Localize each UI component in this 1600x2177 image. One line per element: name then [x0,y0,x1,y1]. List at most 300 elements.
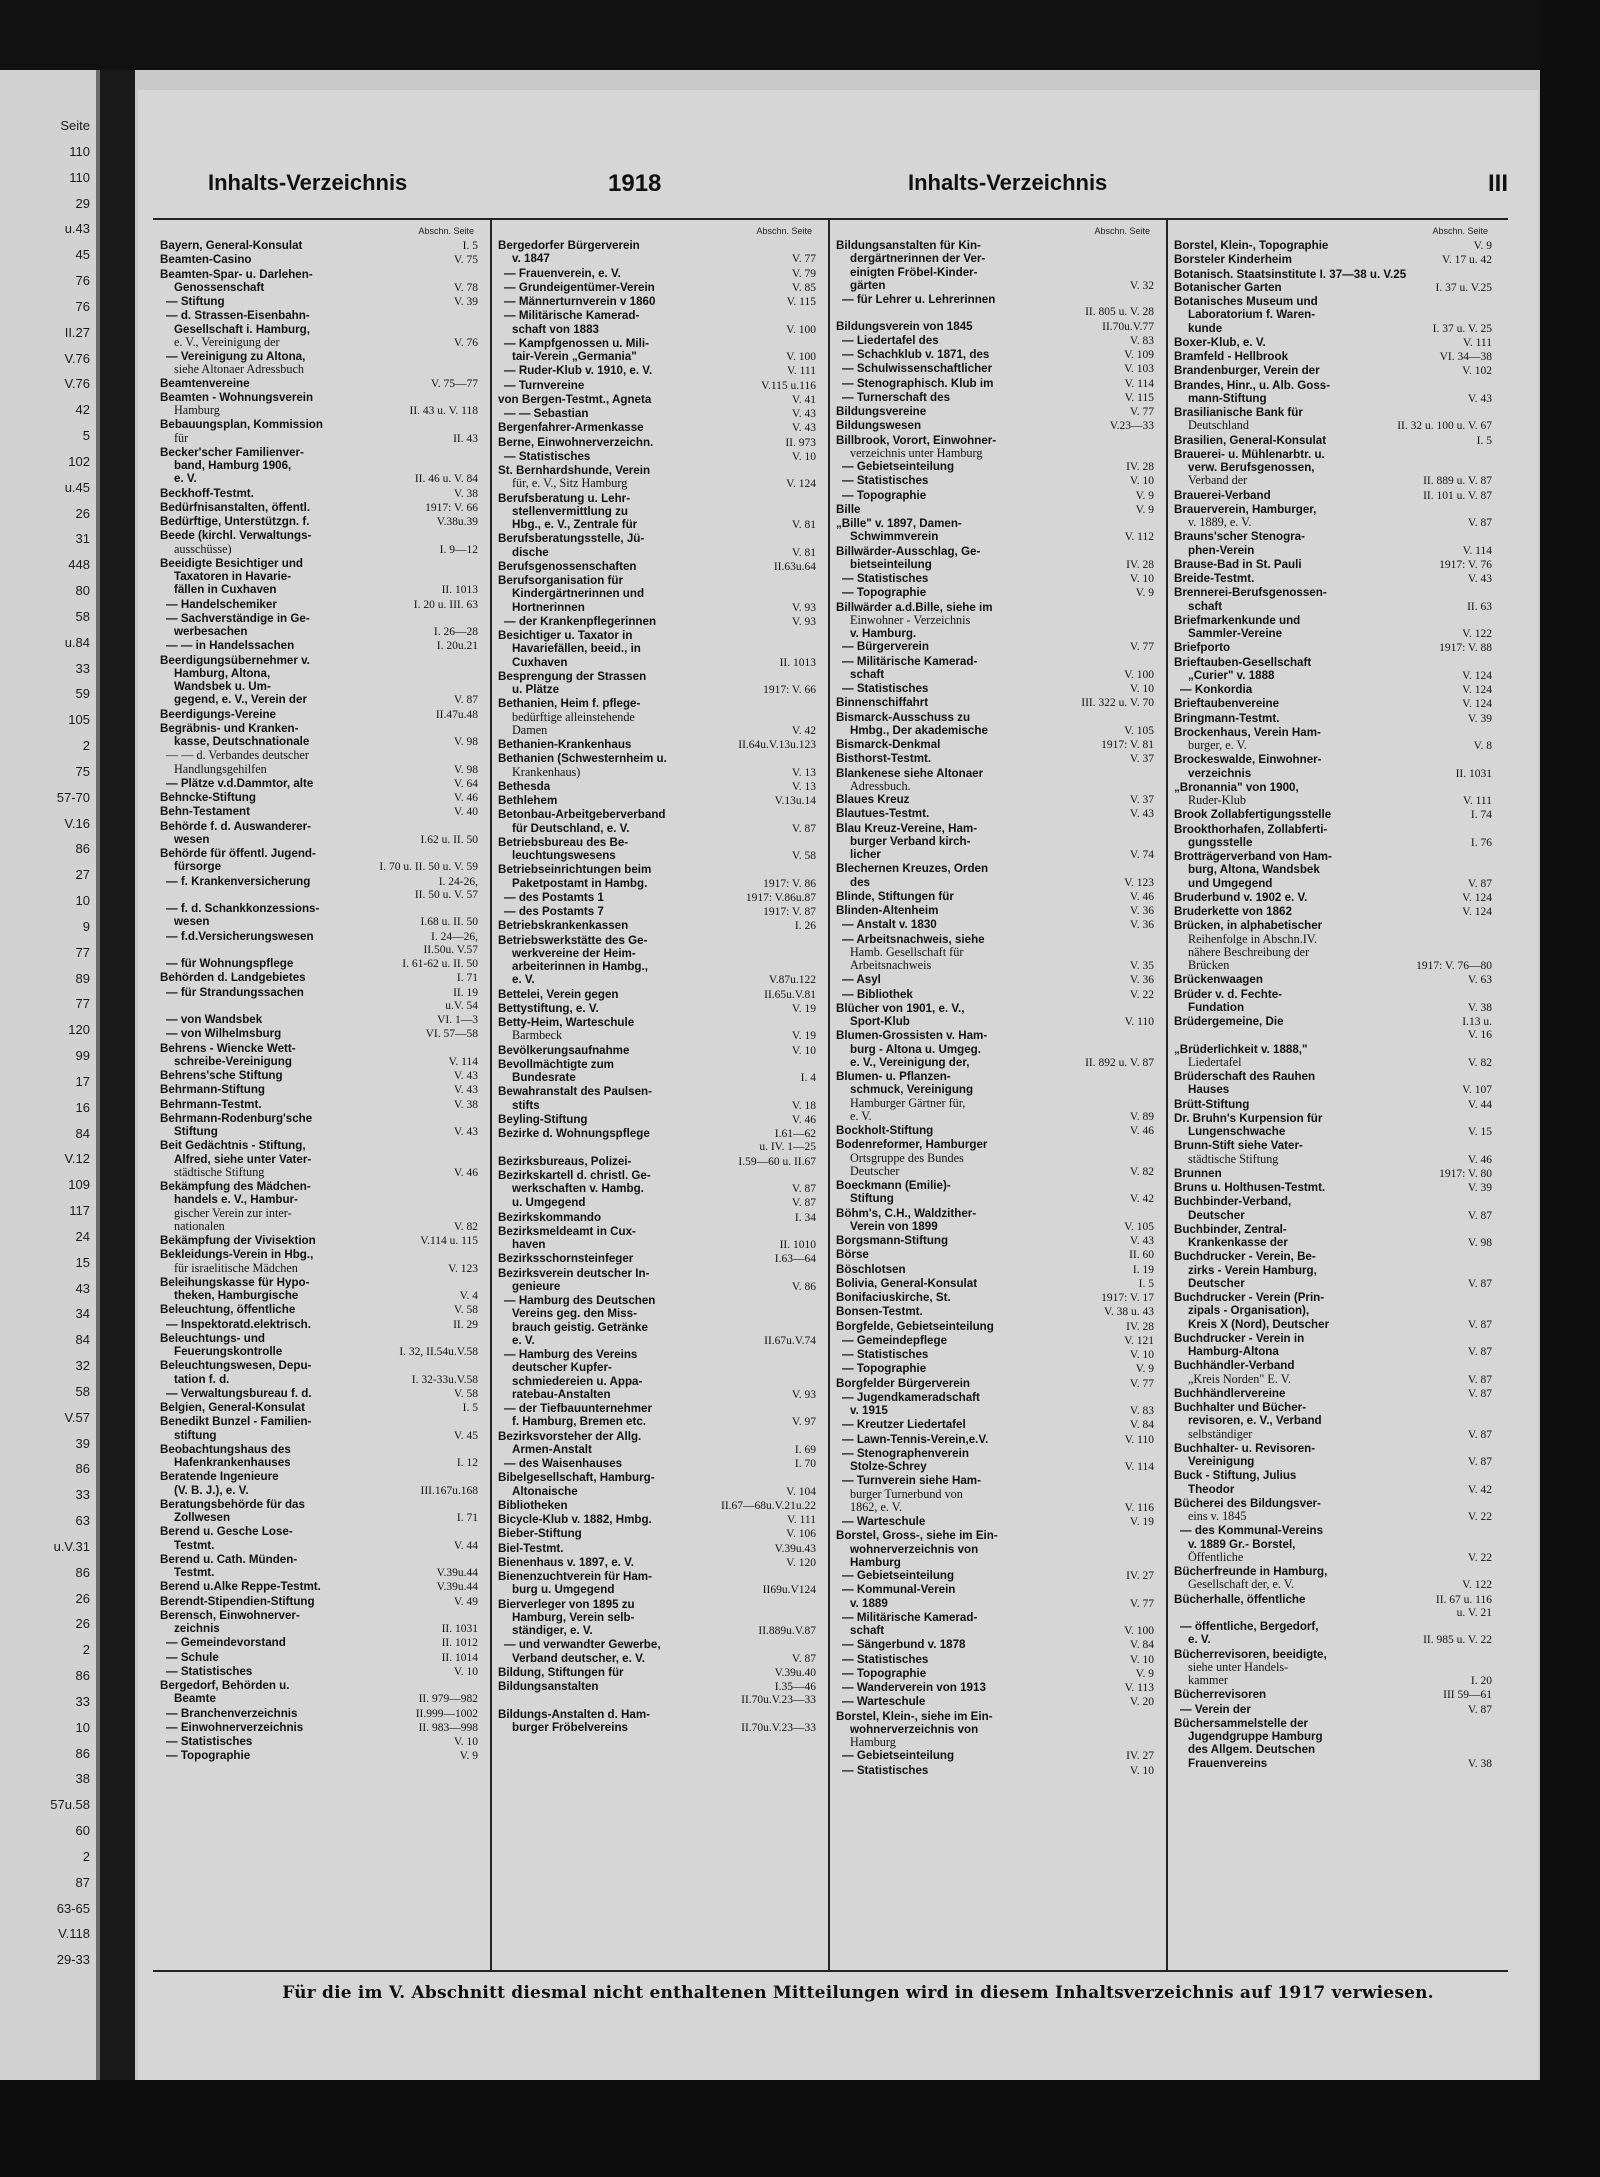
entry-name: Bienenhaus v. 1897, e. V. [498,1555,634,1569]
entry-name: (V. B. J.), e. V. [174,1483,249,1497]
index-entry [1174,281,1492,295]
entry-name: für, e. V., Sitz Hamburg [512,477,628,491]
index-entry [160,1220,478,1234]
index-entry [160,1083,478,1097]
index-entry [1174,406,1492,419]
index-entry [836,1165,1154,1179]
index-entry [498,683,816,697]
index-entry [836,1192,1154,1206]
index-entry [836,545,1154,558]
index-entry [160,323,478,336]
index-entry [1174,558,1492,572]
index-entry [1174,1442,1492,1455]
entry-name: Bieber-Stiftung [498,1527,582,1541]
entry-name: Bergenfahrer-Armenkasse [498,421,644,435]
entry-name: Dr. Bruhn's Kurpension für [1174,1111,1323,1125]
entry-name: Blau Kreuz-Vereine, Ham- [836,821,978,835]
index-entry [836,1736,1154,1749]
entry-name: Brasilien, General-Konsulat [1174,433,1327,447]
left-page-line: 26 [75,505,90,521]
index-entry [1174,1578,1492,1592]
index-entry [836,738,1154,752]
entry-name: Betriebsbureau des Be- [498,835,629,849]
entry-name: Bezirksmeldeamt in Cux- [498,1224,636,1238]
entry-name: „Curier" v. 1888 [1188,668,1275,682]
index-entry [1174,1428,1492,1442]
entry-name: Bismarck-Ausschuss zu [836,710,971,724]
entry-name: Bicycle-Klub v. 1882, Hmbg. [498,1513,652,1526]
index-entry [160,1098,478,1112]
column-divider-3 [1166,220,1168,1970]
entry-reference: V. 87 [1467,1318,1492,1331]
entry-name: Hamburg [850,1736,896,1749]
entry-name: v. 1889, e. V. [1188,516,1252,529]
entry-name: Beleuchtungswesen, Depu- [160,1359,312,1373]
entry-reference: V. 10 [1129,1653,1154,1666]
entry-name: Feuerungskontrolle [174,1345,283,1358]
entry-name: Botanisch. Staatsinstitute I. 37—38 u. V.25 [1174,267,1407,281]
index-entry [836,1569,1154,1583]
left-page-line: 110 [69,143,90,159]
index-entry [836,1583,1154,1596]
entry-reference: II. 979—982 [418,1693,478,1706]
entry-name: Bezirksvorsteher der Allg. [498,1429,642,1443]
entry-name: — Ruder-Klub v. 1910, e. V. [504,364,653,378]
index-entry [498,450,816,464]
entry-name: schmiedereien u. Appa- [512,1374,643,1388]
entry-reference: V. 77 [1129,406,1154,418]
entry-reference: V. 9 [1135,1363,1154,1376]
entry-reference: V. 10 [1129,1349,1154,1361]
entry-reference: 1917: V. 76 [1439,558,1492,571]
bottom-rule [153,1970,1508,1972]
entry-name: burg - Altona u. Umgeg. [850,1042,981,1056]
index-entry [836,655,1154,668]
index-entry [498,1361,816,1374]
index-entry [836,1556,1154,1569]
index-entry [160,1262,478,1276]
index-entry [1174,1112,1492,1125]
entry-reference: III. 322 u. V. 70 [1081,697,1154,710]
index-entry [836,558,1154,572]
index-entry [160,1027,478,1041]
index-entry [1174,1455,1492,1469]
entry-name: Bezirksbureaus, Polizei- [498,1154,632,1168]
entry-reference: I. 76 [1470,836,1492,849]
index-entry [498,766,816,780]
entry-name: — Sängerbund v. 1878 [842,1638,966,1652]
index-entry [160,295,478,309]
index-entry [160,1303,478,1317]
entry-name: Bezirksverein deutscher In- [498,1266,650,1280]
entry-name: Behrens - Wiencke Wett- [160,1041,296,1055]
entry-name: — Schulwissenschaftlicher [842,362,993,376]
index-entry [836,1624,1154,1638]
entry-name: Blücher von 1901, e. V., [836,1001,965,1015]
entry-name: des Allgem. Deutschen [1188,1743,1316,1757]
entry-reference: II. 973 [785,436,816,449]
entry-name: Bundesrate [512,1071,576,1084]
entry-name: Barmbeck [512,1029,563,1043]
entry-reference: I. 5 [1138,1277,1154,1290]
index-entry [498,1375,816,1388]
left-page-line: 2 [82,738,90,753]
entry-name: Bethanien-Krankenhaus [498,738,632,751]
entry-name: Bevölkerungsaufnahme [498,1043,630,1057]
entry-name: Stolze-Schrey [850,1460,927,1473]
entry-reference: V. 41 [791,393,816,406]
entry-name: Bierverleger von 1895 zu [498,1597,635,1611]
entry-reference: V. 87 [1467,1373,1492,1386]
index-entry [836,1764,1154,1778]
index-entry [1174,1593,1492,1607]
entry-reference: VI. 57—58 [425,1028,478,1041]
entry-name: Bergedorfer Bürgerverein [498,239,640,252]
left-page-line: 63 [75,1513,90,1528]
entry-reference: V. 74 [1129,849,1154,861]
entry-reference: I. 32, II.54u.V.58 [399,1346,478,1358]
index-entry [1174,1083,1492,1097]
index-entry [160,625,478,639]
index-entry [160,639,478,653]
entry-reference: V. 115 [786,296,816,308]
index-entry [1174,767,1492,781]
entry-name: Verband der [1188,474,1248,488]
index-entry [160,847,478,860]
entry-reference: V. 76 [453,336,478,349]
entry-name: schreibe-Vereinigung [174,1054,292,1068]
index-entry [498,836,816,849]
index-entry [160,915,478,929]
entry-name: Buck - Stiftung, Julius [1174,1469,1297,1483]
entry-name: Brandenburger, Verein der [1174,364,1320,378]
entry-reference: I. 24-26, [438,875,478,888]
index-entry [498,794,816,808]
entry-name: Krankenkasse der [1188,1236,1288,1249]
entry-reference: VI. 34—38 [1439,351,1492,363]
entry-name: Blinde, Stiftungen für [836,889,954,903]
index-entry [160,1112,478,1125]
entry-reference: V. 102 [1462,365,1492,378]
entry-name: — Militärische Kamerad- [504,309,640,323]
entry-name: Brunn-Stift siehe Vater- [1174,1139,1303,1153]
entry-name: Binnenschiffahrt [836,696,929,710]
index-entry [498,436,816,450]
entry-reference: II. 805 u. V. 28 [1085,306,1154,319]
index-entry [160,1636,478,1650]
index-entry [1174,1414,1492,1427]
entry-name: Brieftauben-Gesellschaft [1174,655,1312,669]
entry-name: genieure [512,1279,561,1293]
left-page-line: 110 [69,169,90,185]
index-entry [160,1749,478,1763]
index-entry [160,944,478,957]
entry-name: Buchbinder-Verband, [1174,1195,1292,1209]
index-entry [836,627,1154,640]
index-entry [836,1291,1154,1305]
entry-name: u. Plätze [512,683,560,696]
index-entry [836,474,1154,488]
entry-reference: V. 93 [791,1388,816,1401]
entry-name: Betonbau-Arbeitgeberverband [498,808,666,822]
entry-name: Buchdrucker - Verein (Prin- [1174,1291,1325,1304]
index-entry [160,1429,478,1443]
index-entry [498,1044,816,1058]
entry-name: Brauerverein, Hamburger, [1174,502,1317,516]
index-entry [498,1334,816,1348]
entry-name: bedürftige alleinstehende [512,710,635,724]
entry-name: Berne, Einwohnerverzeichn. [498,435,654,449]
entry-reference: V. 19 [791,1002,816,1015]
entry-name: Betriebseinrichtungen beim [498,863,652,877]
left-page-line: 77 [75,944,90,960]
left-page-line: 33 [75,1487,90,1503]
entry-reference: II. 889 u. V. 87 [1423,475,1492,488]
footer-note: Für die im V. Abschnitt diesmal nicht enthaltenen Mitteilungen wird in diesem Inhaltsverzeichnis auf 1917 verwiesen. [282,1983,1434,2003]
left-page-line: 57-70 [56,789,90,805]
index-entry [1174,973,1492,987]
index-entry [1174,614,1492,627]
entry-name: Bethanien, Heim f. pflege- [498,697,641,711]
index-entry [498,670,816,683]
index-entry [498,780,816,794]
index-entry [1174,1098,1492,1112]
index-entry [160,268,478,281]
index-entry [836,1234,1154,1248]
entry-name: Testmt. [174,1566,215,1579]
left-page-line: 9 [82,918,90,934]
entry-name: siehe Altonaer Adressbuch [174,363,304,377]
index-entry [836,1404,1154,1418]
index-entry [1174,474,1492,488]
entry-name: — — Sebastian [504,407,589,420]
entry-reference: u. V. 21 [1456,1606,1492,1619]
entry-name: — von Wilhelmsburg [166,1027,282,1041]
entry-name: — Gebietseinteilung [842,1749,955,1763]
entry-name: Brennerei-Berufsgenossen- [1174,586,1327,600]
left-page-line: 86 [75,1745,90,1761]
entry-name: Billwärder a.d.Bille, siehe im [836,600,993,614]
entry-name: Berensch, Einwohnerver- [160,1608,300,1622]
entry-name: Brauns'scher Stenogra- [1174,530,1305,544]
entry-name: f. Hamburg, Bremen etc. [512,1415,647,1429]
entry-reference: V.87u.122 [768,974,816,987]
left-page-line: 32 [75,1358,90,1373]
entry-name: Hauses [1188,1083,1230,1097]
index-entry [160,1055,478,1069]
left-page-line: 33 [75,660,90,676]
index-entry [1174,572,1492,586]
index-entry [498,1542,816,1556]
index-entry [1174,1373,1492,1387]
index-entry [1174,1359,1492,1372]
index-entry [498,323,816,337]
entry-name: Brüder v. d. Fechte- [1174,987,1283,1001]
entry-reference: V. 98 [453,736,478,748]
entry-reference: IV. 27 [1126,1570,1154,1582]
entry-reference: V. 38 [453,1098,478,1111]
entry-name: — des Kommunal-Vereins [1180,1524,1324,1538]
index-entry [498,1652,816,1666]
index-entry [836,724,1154,738]
index-entry [836,460,1154,474]
entry-reference: V. 10 [453,1736,478,1748]
entry-reference: V. 63 [1467,974,1492,987]
entry-name: Botanischer Garten [1174,280,1282,294]
entry-name: Hamburg, Verein selb- [512,1610,635,1624]
entry-name: — Statistisches [842,1652,929,1666]
left-page-line: 80 [75,583,90,598]
entry-name: — Topographie [166,1749,251,1763]
entry-name: Handlungsgehilfen [174,762,267,776]
index-entry [1174,1015,1492,1029]
entry-name: Hbg., e. V., Zentrale für [512,518,638,531]
entry-name: Brunnen [1174,1166,1222,1180]
left-page-line: 117 [69,1203,90,1218]
entry-reference: V. 87 [1467,877,1492,890]
column-heading: Abschn. Seite [1094,226,1150,236]
entry-reference: V. 100 [786,323,816,336]
entry-name: fällen in Cuxhaven [174,583,277,597]
index-entry [836,1474,1154,1487]
entry-name: Behncke-Stiftung [160,791,256,804]
entry-name: schaft [850,1624,885,1637]
entry-name: — Stiftung [166,295,225,308]
entry-name: bietseinteilung [850,557,932,571]
entry-name: Adressbuch. [850,779,911,793]
entry-name: Beede (kirchl. Verwaltungs- [160,529,312,543]
entry-name: — Schachklub v. 1871, des [842,348,990,361]
entry-reference: IV. 27 [1126,1750,1154,1763]
entry-reference: V. 87 [791,1652,816,1665]
entry-name: Reihenfolge in Abschn.IV. [1188,932,1318,946]
entry-name: haven [512,1238,546,1251]
entry-name: Berufsorganisation für [498,574,623,587]
entry-name: Einwohner - Verzeichnis [850,613,971,627]
left-page-line: 5 [82,428,90,443]
entry-name: Becker'scher Familienver- [160,445,304,459]
entry-name: — Verein der [1180,1702,1251,1716]
entry-name: Benedikt Bunzel - Familien- [160,1415,312,1429]
entry-name: ratebau-Anstalten [512,1387,611,1401]
index-entry [160,722,478,735]
entry-reference: V. 42 [1467,1483,1492,1496]
index-entry [160,557,478,570]
index-entry [160,680,478,693]
entry-reference: V. 106 [786,1528,816,1541]
entry-name: wohnerverzeichnis von [850,1722,979,1736]
entry-name: — Statistisches [166,1664,253,1678]
index-entry [1174,350,1492,364]
left-page-line: u.45 [64,479,90,495]
index-entry [836,682,1154,696]
entry-name: — Bürgerverein [842,640,929,654]
entry-name: burg u. Umgegend [512,1583,615,1597]
index-entry [1174,1607,1492,1620]
index-entry [498,1155,816,1169]
index-entry [836,1263,1154,1277]
entry-name: Bildungswesen [836,419,922,433]
column-divider-2 [828,220,830,1970]
entry-name: Verein von 1899 [850,1219,938,1233]
entry-name: zirks - Verein Hamburg, [1188,1263,1317,1277]
entry-name: und Umgegend [1188,876,1273,890]
entry-reference: II. 101 u. V. 87 [1423,489,1492,502]
index-entry [836,1515,1154,1529]
entry-reference: V. 124 [1462,669,1492,682]
entry-name: Bibelgesellschaft, Hamburg- [498,1471,655,1485]
entry-reference: V. 123 [1124,876,1154,889]
entry-name: Bevollmächtigte zum [498,1057,614,1071]
index-entry [160,693,478,707]
entry-name: Bezirkskartell d. christl. Ge- [498,1168,651,1182]
entry-reference: II.47u.48 [435,708,478,721]
entry-reference: I. 4 [800,1072,816,1084]
index-entry [498,574,816,587]
entry-reference: I. 74 [1470,809,1492,822]
index-entry [836,1320,1154,1334]
index-entry [1174,1345,1492,1359]
entry-name: Beamten-Spar- u. Darlehen- [160,267,313,281]
entry-reference: I.35—46 [774,1681,816,1693]
entry-reference: V. 123 [448,1262,478,1275]
index-entry [1174,739,1492,753]
entry-reference: V. 105 [1124,724,1154,737]
entry-reference: V.39u.40 [774,1666,816,1679]
entry-reference: V. 10 [1129,1764,1154,1777]
index-entry [498,1499,816,1513]
index-entry [498,1307,816,1320]
index-entry [160,957,478,971]
entry-name: — Warteschule [842,1515,926,1528]
entry-reference: V. 87 [1467,1428,1492,1441]
entry-reference: V. 43 [1129,808,1154,821]
entry-name: — Statistisches [166,1735,253,1748]
entry-reference: I. 26—28 [433,626,478,638]
entry-reference: V. 78 [453,281,478,294]
entry-name: — Kommunal-Verein [842,1583,956,1597]
index-entry [498,1471,816,1484]
column-divider-1 [490,220,492,1970]
entry-reference: II. 1012 [441,1637,478,1650]
index-entry [836,918,1154,932]
entry-name: Bekämpfung des Mädchen- [160,1180,311,1193]
index-entry [498,350,816,364]
entry-name: schaft [850,667,885,681]
index-entry [160,472,478,486]
entry-reference: V. 64 [453,777,478,790]
index-entry [836,419,1154,433]
entry-name: — Anstalt v. 1830 [842,918,937,932]
entry-name: — Verwaltungsbureau f. d. [166,1386,312,1400]
entry-reference: I. 24—26, [431,930,478,943]
entry-name: Beamten-Casino [160,253,252,267]
entry-name: Stiftung [850,1192,894,1206]
entry-reference: II.64u.V.13u.123 [738,739,816,751]
entry-name: — Statistisches [842,1348,929,1361]
entry-name: Jugendgruppe Hamburg [1188,1730,1323,1743]
left-page-line: 58 [75,608,90,624]
entry-name: verw. Berufsgenossen, [1188,461,1315,474]
entry-reference: V. 115 [1124,391,1154,404]
index-entry [1174,1497,1492,1510]
entry-name: Betriebswerkstätte des Ge- [498,933,648,947]
index-entry [836,1460,1154,1474]
index-entry [836,835,1154,848]
entry-name: — Topographie [842,1362,927,1376]
index-entry [836,780,1154,793]
index-entry [498,337,816,350]
